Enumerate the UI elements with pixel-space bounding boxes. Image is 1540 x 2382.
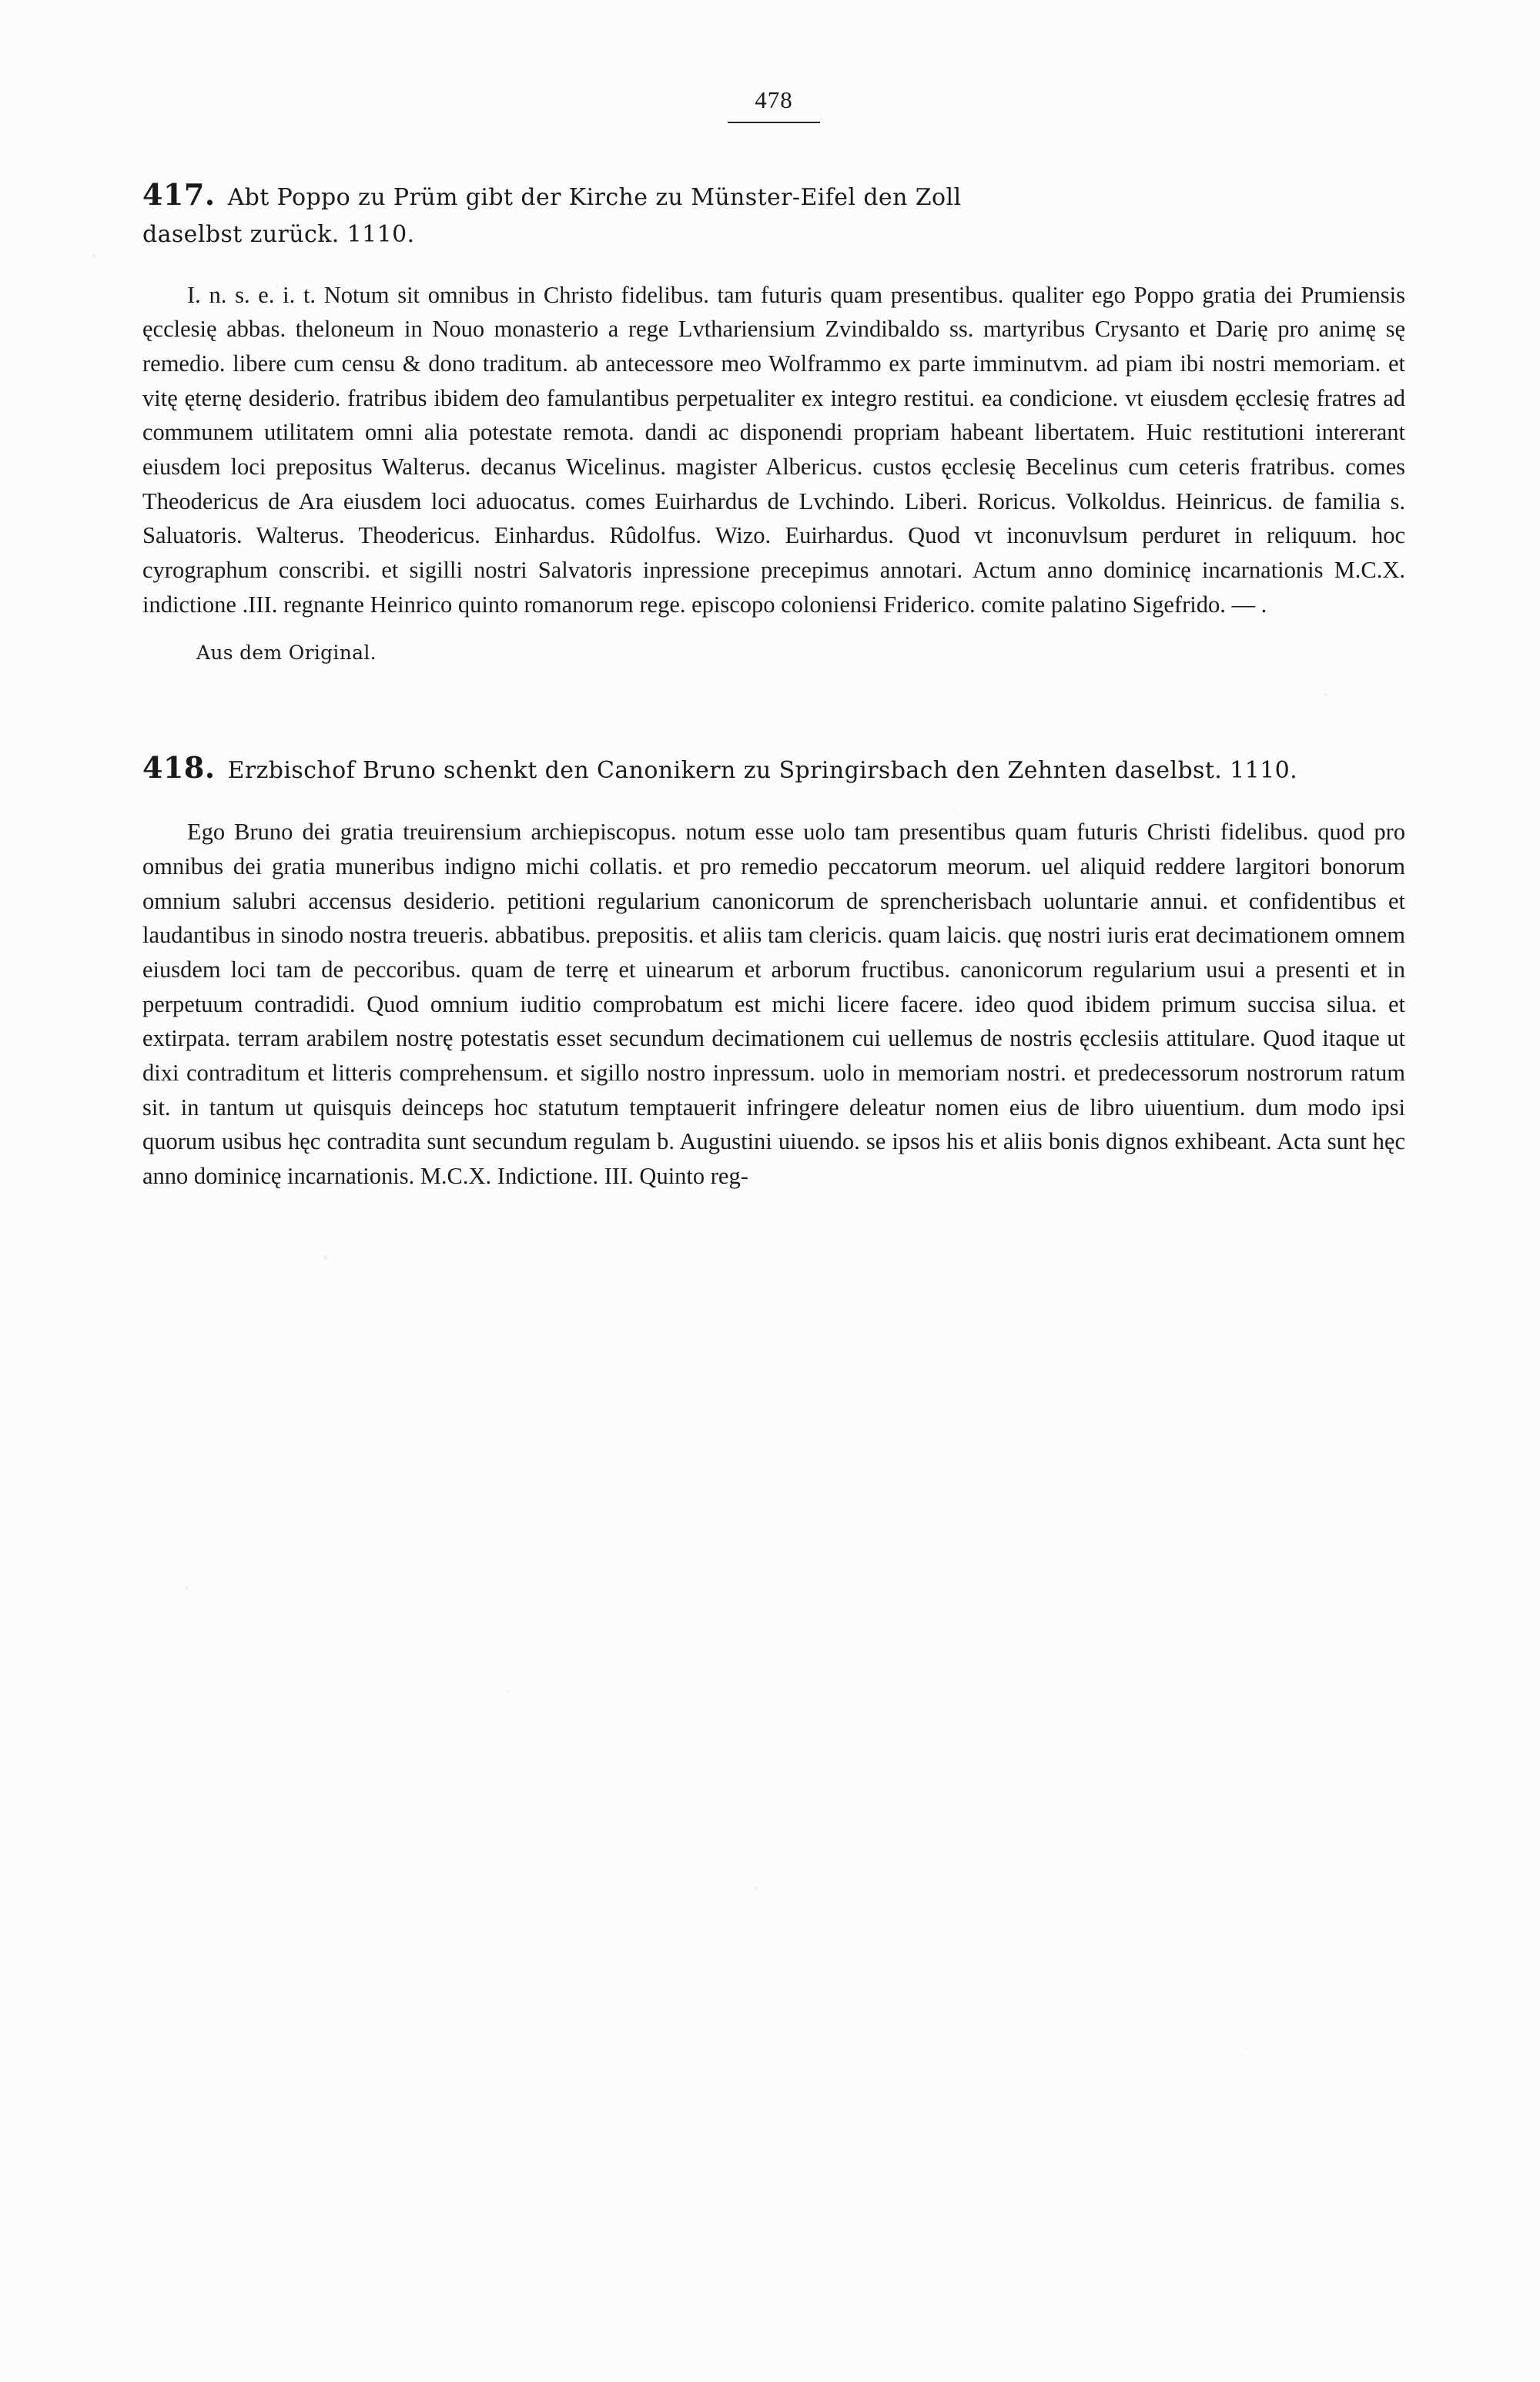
entry-418-heading-line1: Erzbischof Bruno schenkt den Canonikern zu Springirsbach den: [227, 757, 1000, 785]
entry-417-number: 417.: [142, 177, 216, 212]
entry-418-body-text: Ego Bruno dei gratia treuirensium archiepiscopus. notum esse uolo tam presentibus quam futuris Christi fidelibus. quod pro omnibus dei gratia muneribus indigno michi collatis. et pro remedio peccatorum meorum. uel aliquid reddere largitori bonorum omnium salubri accensus desiderio. petitioni regularium canonicorum de sprencherisbach uoluntarie annui. et confidentibus et laudantibus in sinodo nostra treueris. abbatibus. prepositis. et aliis tam clericis. quam laicis. quę nostri iuris erat decimationem omnem eiusdem loci tam de peccoribus. quam de terrę et uinearum et arborum fructibus. canonicorum regularium usui a presenti et in perpetuum contradidi. Quod omnium iuditio comprobatum est michi licere facere. ideo quod ibidem primum succisa silua. et extirpata. terram arabilem nostrę potestatis esset secundum decimationem cui uellemus de nostris ęcclesiis attitulare. Quod itaque ut dixi contraditum et litteris comprehensum. et sigillo nostro inpressum. uolo in memoriam nostri. et predecessorum nostrorum ratum sit. in tantum ut quisquis deinceps hoc statutum temptauerit infringere deleatur nomen eius de libro uiuentium. dum modo ipsi quorum usibus hęc contradita sunt secundum regulam b. Augustini uiuendo. se ipsos his et aliis bonis dignos exhibeant. Acta sunt hęc anno dominicę incarnationis. M.C.X. Indictione. III. Quinto reg-: [142, 819, 1405, 1189]
entry-417-heading: [142, 174, 1405, 252]
entry-417-heading-line2: daselbst zurück. 1110.: [142, 220, 415, 248]
entry-418-number: 418.: [142, 750, 216, 786]
page-content: [142, 0, 1405, 1194]
entry-417-heading-line1: Abt Poppo zu Prüm gibt der Kirche zu Münster-Eifel den Zoll: [227, 184, 962, 211]
entry-418-heading-line2: Zehnten daselbst. 1110.: [1007, 757, 1298, 785]
entry-417-source-note: Aus dem Original.: [196, 642, 377, 665]
page-number-area: [142, 0, 1405, 123]
entry-417-body-text: I. n. s. e. i. t. Notum sit omnibus in Christo fidelibus. tam futuris quam presentibus. qualiter ego Poppo gratia dei Prumiensis ęcclesię abbas. theloneum in Nouo monasterio a rege Lvthariensium Zvindibaldo ss. martyribus Crysanto et Darię pro animę sę remedio. libere cum censu & dono traditum. ab antecessore meo Wolframmo ex parte imminutvm. ad piam ibi nostri memoriam. et vitę ęternę desiderio. fratribus ibidem deo famulantibus perpetualiter ex integro restitui. ea condicione. vt eiusdem ęcclesię fratres ad communem utilitatem omni alia potestate remota. dandi ac disponendi propriam habeant libertatem. Huic restitutioni intererant eiusdem loci prepositus Walterus. decanus Wicelinus. magister Albericus. custos ęcclesię Becelinus cum ceteris fratribus. comes Theodericus de Ara eiusdem loci aduocatus. comes Euirhardus de Lvchindo. Liberi. Roricus. Volkoldus. Heinricus. de familia s. Saluatoris. Walterus. Theodericus. Einhardus. Rûdolfus. Wizo. Euirhardus. Quod vt inconuvlsum perduret in reliquum. hoc cyrographum conscribi. et sigilli nostri Salvatoris inpressione precepimus annotari. Actum anno dominicę incarnationis M.C.X. indictione .III. regnante Heinrico quinto romanorum rege. episcopo coloniensi Friderico. comite palatino Sigefrido. — .: [142, 281, 1405, 618]
entry-418-body: [142, 815, 1405, 1193]
page-number: 478: [728, 86, 820, 123]
section-gap: [142, 664, 1405, 747]
entry-418-heading: [142, 747, 1405, 789]
entry-417: [142, 174, 1405, 664]
entry-418: [142, 747, 1405, 1193]
entry-417-body: [142, 278, 1405, 622]
